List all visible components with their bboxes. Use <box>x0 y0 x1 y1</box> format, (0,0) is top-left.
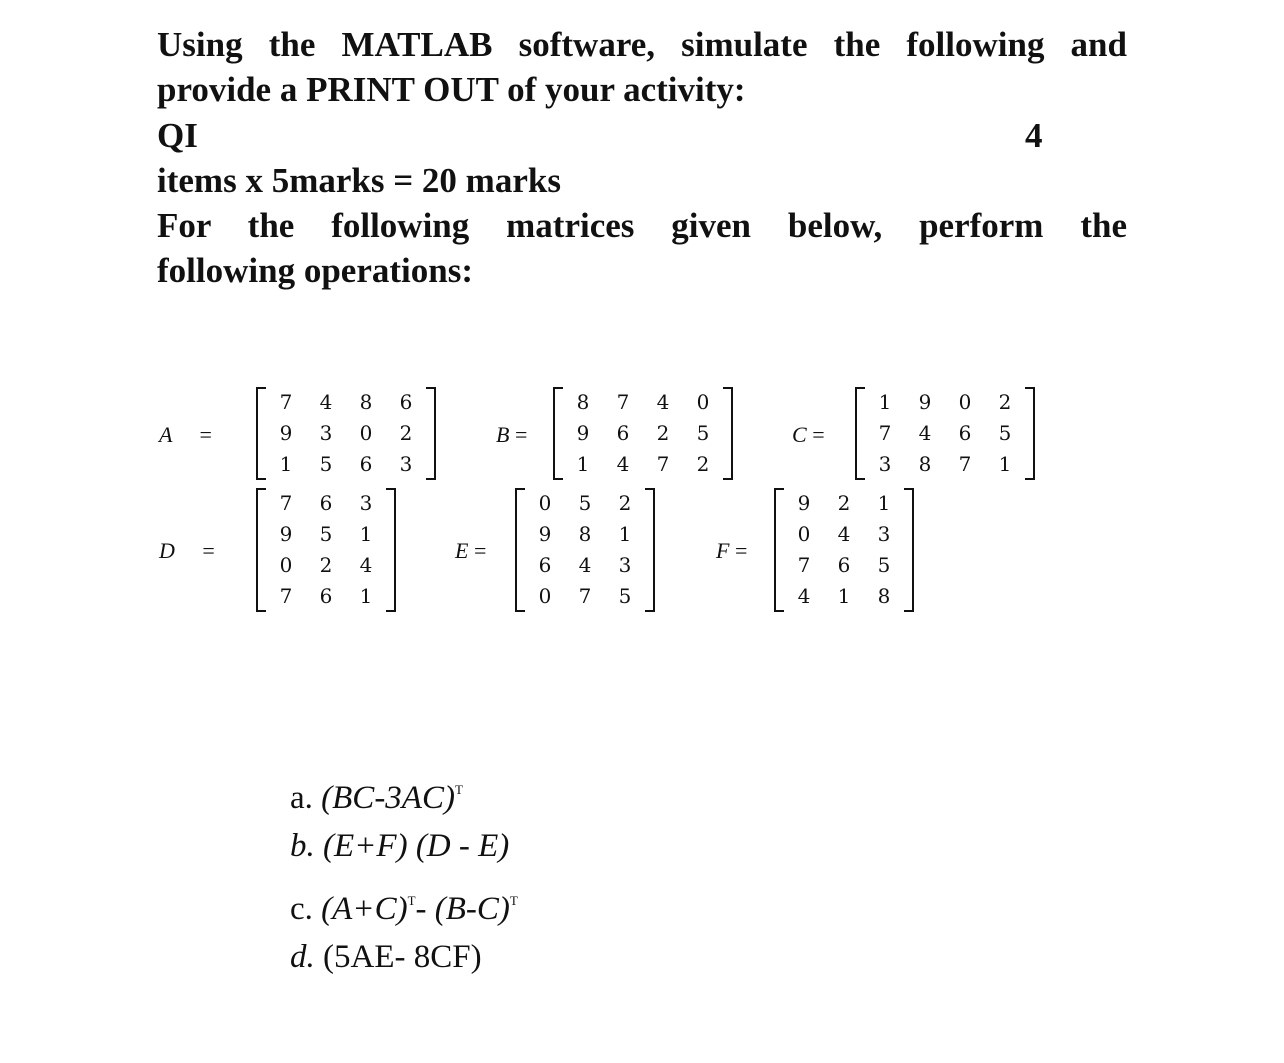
matrix-cell: 4 <box>578 553 592 577</box>
left-bracket <box>515 488 525 612</box>
operation-c-transpose-1: T <box>407 893 416 908</box>
operation-c-expression-1: (A+C) <box>321 891 408 927</box>
operation-b <box>290 826 509 866</box>
matrix-cell: 6 <box>616 421 630 445</box>
question-item-count: 4 <box>1025 116 1043 155</box>
matrix-e-name: E <box>455 538 469 563</box>
left-bracket <box>256 488 266 612</box>
matrix-row <box>525 488 645 519</box>
matrix-c-equals: = <box>812 422 825 447</box>
matrix-cell: 7 <box>279 390 293 414</box>
right-bracket <box>1025 387 1035 480</box>
matrix-cell: 5 <box>319 522 333 546</box>
matrix-cell: 1 <box>837 584 851 608</box>
matrix-cell: 5 <box>877 553 891 577</box>
operation-d <box>290 937 482 977</box>
left-bracket <box>774 488 784 612</box>
matrix-cell: 6 <box>837 553 851 577</box>
matrix-cell: 2 <box>399 421 413 445</box>
matrix-cell: 3 <box>319 421 333 445</box>
matrix-cell: 7 <box>279 491 293 515</box>
left-bracket <box>855 387 865 480</box>
matrix-a-name: A <box>159 422 173 447</box>
matrix-cell: 8 <box>578 522 592 546</box>
matrix-cell: 9 <box>918 390 932 414</box>
matrix-e <box>517 488 653 612</box>
operation-a-expression: (BC-3AC) <box>321 780 455 816</box>
matrix-row <box>266 387 426 418</box>
matrix-cell: 0 <box>696 390 710 414</box>
matrix-cell: 4 <box>797 584 811 608</box>
matrix-cell: 1 <box>359 584 373 608</box>
matrix-cell: 6 <box>319 491 333 515</box>
matrix-cell: 1 <box>279 452 293 476</box>
matrix-cell: 8 <box>918 452 932 476</box>
matrix-cell: 1 <box>576 452 590 476</box>
left-bracket <box>553 387 563 480</box>
right-bracket <box>426 387 436 480</box>
left-bracket <box>256 387 266 480</box>
matrix-cell: 7 <box>279 584 293 608</box>
matrix-cell: 5 <box>319 452 333 476</box>
matrix-cell: 5 <box>696 421 710 445</box>
instruction-line-6: following operations: <box>157 251 473 290</box>
matrix-cell: 3 <box>877 522 891 546</box>
matrix-cell: 7 <box>878 421 892 445</box>
right-bracket <box>723 387 733 480</box>
matrix-cell: 8 <box>877 584 891 608</box>
matrix-cell: 7 <box>958 452 972 476</box>
matrix-f <box>776 488 912 612</box>
matrix-cell: 6 <box>359 452 373 476</box>
matrix-row <box>266 581 386 612</box>
matrix-cell: 0 <box>797 522 811 546</box>
matrix-c-label <box>792 421 825 449</box>
matrix-d-label <box>159 537 215 565</box>
matrix-cell: 9 <box>279 421 293 445</box>
matrix-row <box>784 581 904 612</box>
matrix-row <box>784 550 904 581</box>
matrix-row <box>266 418 426 449</box>
right-bracket <box>904 488 914 612</box>
matrix-row <box>525 519 645 550</box>
matrix-row <box>563 449 723 480</box>
matrix-cell: 9 <box>576 421 590 445</box>
matrix-cell: 6 <box>538 553 552 577</box>
matrix-a <box>258 387 434 480</box>
matrix-cell: 3 <box>399 452 413 476</box>
matrix-cell: 7 <box>616 390 630 414</box>
matrix-cell: 3 <box>878 452 892 476</box>
matrix-c <box>857 387 1033 480</box>
matrix-cell: 6 <box>399 390 413 414</box>
matrix-cell: 0 <box>359 421 373 445</box>
matrix-cell: 2 <box>618 491 632 515</box>
matrix-row <box>266 449 426 480</box>
matrix-row <box>784 488 904 519</box>
matrix-cell: 0 <box>958 390 972 414</box>
matrix-cell: 0 <box>538 491 552 515</box>
matrix-cell: 1 <box>998 452 1012 476</box>
operation-a-transpose: T <box>454 782 463 797</box>
matrix-d <box>258 488 394 612</box>
matrix-cell: 8 <box>576 390 590 414</box>
matrix-f-name: F <box>716 538 730 563</box>
matrix-cell: 2 <box>998 390 1012 414</box>
matrix-cell: 2 <box>656 421 670 445</box>
matrix-f-label <box>716 537 747 565</box>
matrix-cell: 7 <box>578 584 592 608</box>
instruction-line-1: Using the MATLAB software, simulate the following and <box>157 25 1127 64</box>
matrix-b <box>555 387 731 480</box>
matrix-cell: 5 <box>998 421 1012 445</box>
matrix-row <box>865 418 1025 449</box>
operation-c-letter: c. <box>290 891 313 927</box>
matrix-cell: 1 <box>877 491 891 515</box>
matrix-row <box>865 387 1025 418</box>
instruction-line-2: provide a PRINT OUT of your activity: <box>157 70 746 109</box>
matrix-row <box>266 550 386 581</box>
question-label: QI <box>157 116 198 155</box>
matrix-row <box>784 519 904 550</box>
right-bracket <box>645 488 655 612</box>
matrix-cell: 3 <box>618 553 632 577</box>
matrix-f-equals: = <box>734 538 748 563</box>
matrix-row <box>563 418 723 449</box>
matrix-row <box>266 519 386 550</box>
matrix-b-label <box>496 421 527 449</box>
operation-d-expression: (5AE- 8CF) <box>323 939 482 975</box>
matrix-c-name: C <box>792 422 807 447</box>
matrix-cell: 2 <box>696 452 710 476</box>
matrix-cell: 7 <box>656 452 670 476</box>
matrix-cell: 2 <box>837 491 851 515</box>
operation-b-letter: b. <box>290 828 315 864</box>
operation-a-letter: a. <box>290 780 313 816</box>
matrix-b-equals: = <box>514 422 528 447</box>
matrix-e-equals: = <box>473 538 487 563</box>
matrix-cell: 5 <box>578 491 592 515</box>
matrix-a-label <box>159 421 212 449</box>
matrix-cell: 6 <box>319 584 333 608</box>
matrix-cell: 9 <box>538 522 552 546</box>
matrix-a-equals: = <box>199 422 212 447</box>
marks-line: items x 5marks = 20 marks <box>157 161 561 200</box>
matrix-e-label <box>455 537 486 565</box>
matrix-cell: 8 <box>359 390 373 414</box>
operation-a <box>290 770 463 818</box>
instruction-line-5: For the following matrices given below, perform the <box>157 206 1127 245</box>
matrix-cell: 2 <box>319 553 333 577</box>
matrix-cell: 4 <box>837 522 851 546</box>
matrix-cell: 4 <box>656 390 670 414</box>
operation-c-expression-2: - (B-C) <box>415 891 510 927</box>
matrix-row <box>525 581 645 612</box>
matrix-cell: 7 <box>797 553 811 577</box>
matrix-cell: 1 <box>878 390 892 414</box>
matrix-cell: 9 <box>279 522 293 546</box>
matrix-row <box>865 449 1025 480</box>
matrix-cell: 1 <box>618 522 632 546</box>
matrix-cell: 0 <box>538 584 552 608</box>
matrix-row <box>266 488 386 519</box>
matrix-cell: 6 <box>958 421 972 445</box>
matrix-row <box>525 550 645 581</box>
matrix-d-equals: = <box>202 538 215 563</box>
matrix-cell: 4 <box>319 390 333 414</box>
right-bracket <box>386 488 396 612</box>
operation-c <box>290 881 518 929</box>
matrix-cell: 0 <box>279 553 293 577</box>
matrix-cell: 5 <box>618 584 632 608</box>
operation-d-letter: d. <box>290 939 315 975</box>
matrix-cell: 4 <box>359 553 373 577</box>
operation-c-transpose-2: T <box>509 893 518 908</box>
matrix-d-name: D <box>159 538 175 563</box>
operation-b-expression: (E+F) (D - E) <box>323 828 510 864</box>
matrix-row <box>563 387 723 418</box>
matrix-b-name: B <box>496 422 510 447</box>
matrix-cell: 1 <box>359 522 373 546</box>
matrix-cell: 4 <box>616 452 630 476</box>
matrix-cell: 3 <box>359 491 373 515</box>
matrix-cell: 4 <box>918 421 932 445</box>
matrix-cell: 9 <box>797 491 811 515</box>
